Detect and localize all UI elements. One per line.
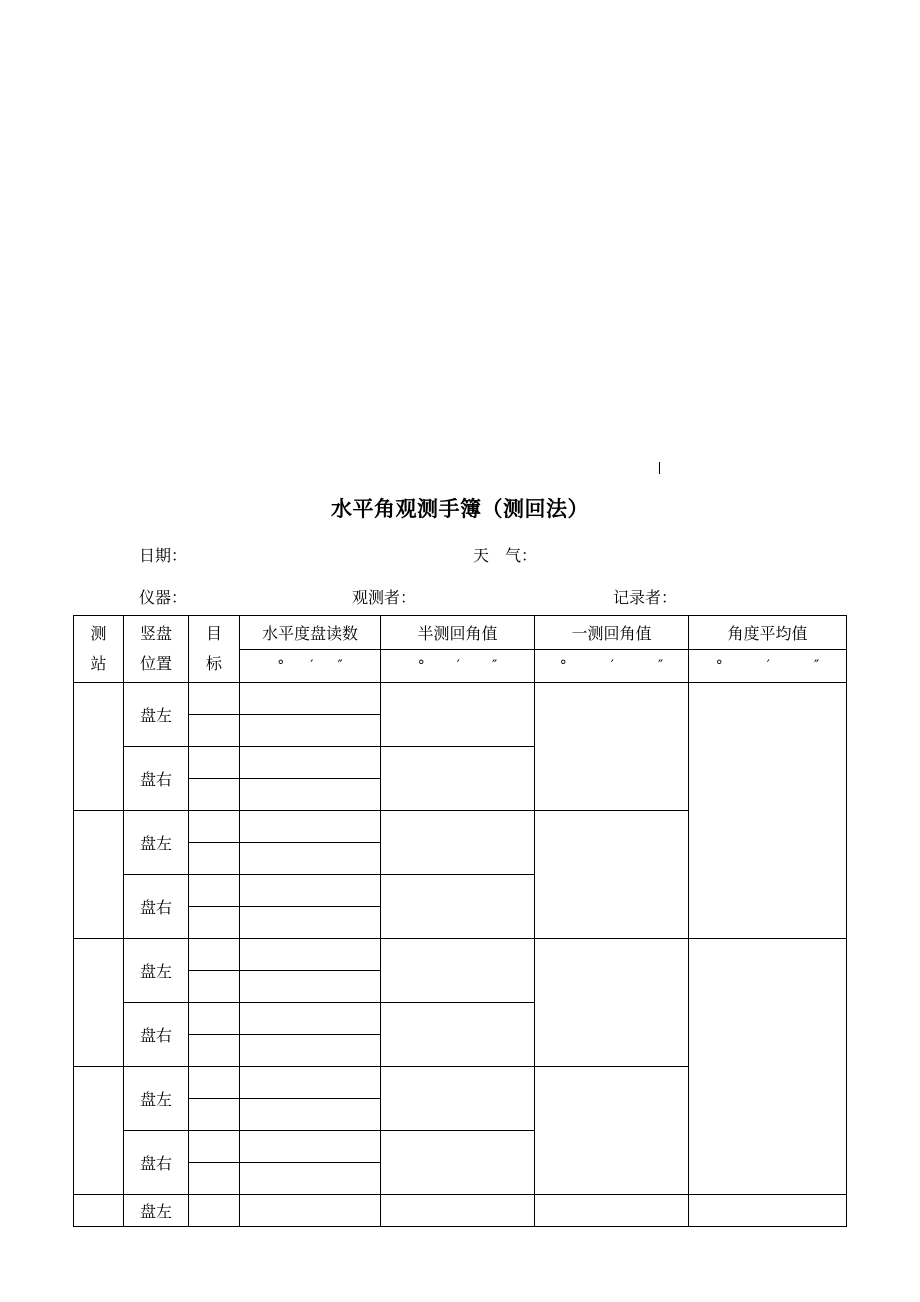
- face-right-cell: 盘右: [124, 875, 189, 939]
- face-left-cell: 盘左: [124, 1067, 189, 1131]
- half-set-cell[interactable]: [381, 1195, 535, 1227]
- target-cell[interactable]: [189, 907, 240, 939]
- degree-unit: °: [277, 658, 285, 674]
- second-unit: ″: [657, 658, 664, 674]
- header-station: [74, 616, 124, 683]
- degree-unit: °: [417, 658, 425, 674]
- header-reading: 水平度盘读数: [240, 616, 381, 650]
- target-cell[interactable]: [189, 939, 240, 971]
- target-cell[interactable]: [189, 1003, 240, 1035]
- units-reading: [240, 650, 381, 683]
- second-unit: ″: [813, 658, 820, 674]
- target-cell[interactable]: [189, 747, 240, 779]
- target-cell[interactable]: [189, 1163, 240, 1195]
- second-unit: ″: [337, 658, 343, 674]
- date-label: 日期：: [139, 546, 188, 565]
- half-set-cell[interactable]: [381, 939, 535, 1003]
- one-set-cell[interactable]: [535, 683, 689, 811]
- header-face-top: 竖盘: [139, 624, 172, 643]
- margin-mark: [659, 462, 660, 474]
- header-half-set: 半测回角值: [381, 616, 535, 650]
- target-cell[interactable]: [189, 875, 240, 907]
- header-station-bottom: 站: [90, 654, 107, 673]
- reading-cell[interactable]: [240, 875, 381, 907]
- half-set-cell[interactable]: [381, 1131, 535, 1195]
- header-mean: 角度平均值: [689, 616, 847, 650]
- target-cell[interactable]: [189, 779, 240, 811]
- units-mean: [689, 650, 847, 683]
- reading-cell[interactable]: [240, 843, 381, 875]
- face-right-cell: 盘右: [124, 1003, 189, 1067]
- half-set-cell[interactable]: [381, 875, 535, 939]
- half-set-cell[interactable]: [381, 1067, 535, 1131]
- header-one-set: 一测回角值: [535, 616, 689, 650]
- reading-cell[interactable]: [240, 1035, 381, 1067]
- station-cell[interactable]: [74, 1195, 124, 1227]
- degree-unit: °: [715, 658, 723, 674]
- table-row: [74, 683, 847, 715]
- degree-unit: °: [559, 658, 567, 674]
- station-cell[interactable]: [74, 1067, 124, 1195]
- table-row: [74, 939, 847, 971]
- face-right-cell: 盘右: [124, 747, 189, 811]
- target-cell[interactable]: [189, 811, 240, 843]
- instrument-label: 仪器：: [139, 588, 188, 607]
- target-cell[interactable]: [189, 683, 240, 715]
- observer-label: 观测者：: [352, 588, 417, 607]
- units-half-set: [381, 650, 535, 683]
- half-set-cell[interactable]: [381, 683, 535, 747]
- face-left-cell: 盘左: [124, 811, 189, 875]
- header-station-top: 测: [90, 624, 107, 643]
- header-face-bottom: 位置: [139, 654, 172, 673]
- table-row: [74, 1195, 847, 1227]
- recorder-label: 记录者：: [613, 588, 678, 607]
- target-cell[interactable]: [189, 1067, 240, 1099]
- one-set-cell[interactable]: [535, 1067, 689, 1195]
- reading-cell[interactable]: [240, 747, 381, 779]
- header-target: [189, 616, 240, 683]
- minute-unit: ′: [610, 658, 614, 674]
- units-one-set: [535, 650, 689, 683]
- half-set-cell[interactable]: [381, 747, 535, 811]
- station-cell[interactable]: [74, 939, 124, 1067]
- target-cell[interactable]: [189, 843, 240, 875]
- target-cell[interactable]: [189, 1195, 240, 1227]
- target-cell[interactable]: [189, 1035, 240, 1067]
- target-cell[interactable]: [189, 715, 240, 747]
- target-cell[interactable]: [189, 971, 240, 1003]
- reading-cell[interactable]: [240, 907, 381, 939]
- face-right-cell: 盘右: [124, 1131, 189, 1195]
- mean-cell[interactable]: [689, 1195, 847, 1227]
- one-set-cell[interactable]: [535, 811, 689, 939]
- one-set-cell[interactable]: [535, 1195, 689, 1227]
- reading-cell[interactable]: [240, 1067, 381, 1099]
- observation-table: [73, 615, 847, 1227]
- reading-cell[interactable]: [240, 715, 381, 747]
- face-left-cell: 盘左: [124, 683, 189, 747]
- reading-cell[interactable]: [240, 779, 381, 811]
- page-title: 水平角观测手簿（测回法）: [331, 497, 589, 521]
- minute-unit: ′: [766, 658, 770, 674]
- minute-unit: ′: [310, 658, 314, 674]
- weather-label: 天 气：: [473, 546, 538, 565]
- second-unit: ″: [491, 658, 498, 674]
- half-set-cell[interactable]: [381, 1003, 535, 1067]
- reading-cell[interactable]: [240, 811, 381, 843]
- reading-cell[interactable]: [240, 1195, 381, 1227]
- header-target-top: 目: [205, 624, 222, 643]
- target-cell[interactable]: [189, 1131, 240, 1163]
- face-left-cell: 盘左: [124, 1195, 189, 1227]
- mean-cell[interactable]: [689, 683, 847, 939]
- header-target-bottom: 标: [205, 654, 222, 673]
- target-cell[interactable]: [189, 1099, 240, 1131]
- reading-cell[interactable]: [240, 939, 381, 971]
- station-cell[interactable]: [74, 683, 124, 811]
- header-face: [124, 616, 189, 683]
- reading-cell[interactable]: [240, 1099, 381, 1131]
- reading-cell[interactable]: [240, 971, 381, 1003]
- reading-cell[interactable]: [240, 1003, 381, 1035]
- reading-cell[interactable]: [240, 1131, 381, 1163]
- station-cell[interactable]: [74, 811, 124, 939]
- mean-cell[interactable]: [689, 939, 847, 1195]
- minute-unit: ′: [456, 658, 460, 674]
- half-set-cell[interactable]: [381, 811, 535, 875]
- reading-cell[interactable]: [240, 1163, 381, 1195]
- face-left-cell: 盘左: [124, 939, 189, 1003]
- one-set-cell[interactable]: [535, 939, 689, 1067]
- reading-cell[interactable]: [240, 683, 381, 715]
